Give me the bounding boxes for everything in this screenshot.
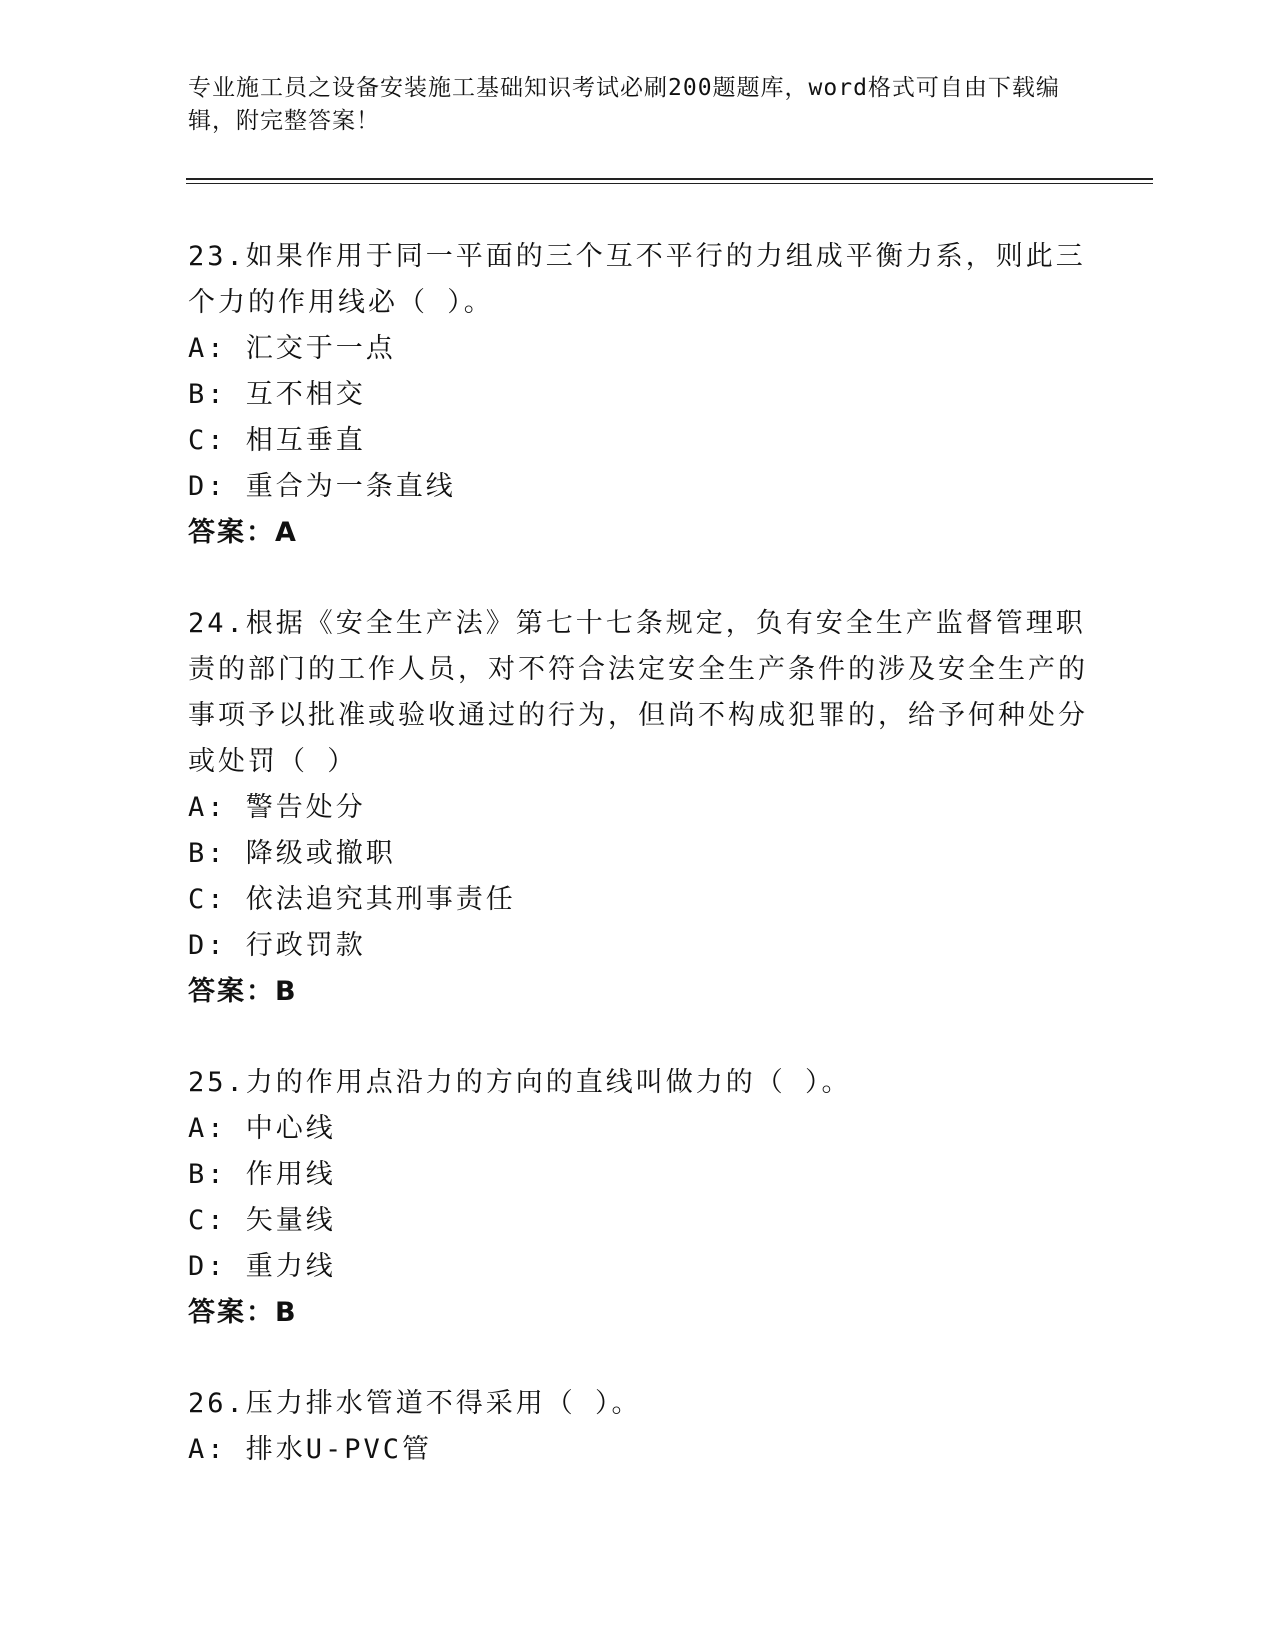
question-25 [188,1060,1088,1336]
option-b: B: 降级或撤职 [188,838,396,869]
option-a: A: 中心线 [188,1113,336,1144]
option-c: C: 矢量线 [188,1205,336,1236]
question-23 [188,234,1088,556]
answer-label: 答案：B [188,976,298,1007]
option-a: A: 警告处分 [188,792,366,823]
document-header: 专业施工员之设备安装施工基础知识考试必刷200题题库，word格式可自由下载编辑，附完整答案！ [188,75,1060,134]
question-text: 26.压力排水管道不得采用（ ）。 [188,1388,642,1419]
question-text: 23.如果作用于同一平面的三个互不平行的力组成平衡力系，则此三个力的作用线必（ ）。 [188,241,1086,318]
answer-label: 答案：B [188,1297,298,1328]
question-text: 24.根据《安全生产法》第七十七条规定，负有安全生产监督管理职责的部门的工作人员，对不符合法定安全生产条件的涉及安全生产的事项予以批准或验收通过的行为，但尚不构成犯罪的，给予何种处分或处罚（ ） [188,608,1088,777]
option-c: C: 相互垂直 [188,425,366,456]
option-b: B: 作用线 [188,1159,336,1190]
option-d: D: 重力线 [188,1251,336,1282]
question-26 [188,1381,1088,1473]
option-d: D: 重合为一条直线 [188,471,456,502]
header-divider-thin [186,183,1153,184]
answer-label: 答案：A [188,517,298,548]
option-a: A: 排水U-PVC管 [188,1434,433,1465]
option-a: A: 汇交于一点 [188,333,396,364]
option-c: C: 依法追究其刑事责任 [188,884,516,915]
question-24 [188,601,1088,1015]
option-d: D: 行政罚款 [188,930,366,961]
question-list [188,234,1088,1518]
question-text: 25.力的作用点沿力的方向的直线叫做力的（ ）。 [188,1067,852,1098]
option-b: B: 互不相交 [188,379,366,410]
header-divider [186,178,1153,180]
